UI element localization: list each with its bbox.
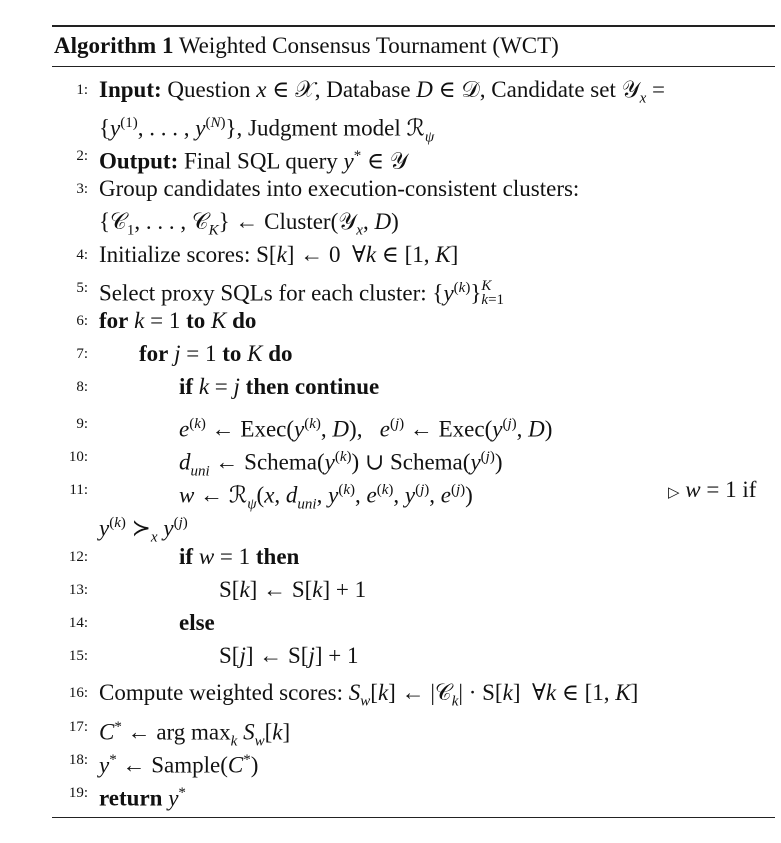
algo-line-3-cont: [0, 206, 781, 238]
algo-line-10: [0, 441, 781, 480]
line-text: $e^{(k)}$ ← $Exec(y^{(k)}$, D), $e^{(j)}$ ← $Exec(y^{(j)}$, D): [179, 416, 553, 442]
line-text: if w = 1 then: [179, 544, 300, 569]
algo-line-8: [0, 371, 781, 403]
algo-line-6: [0, 305, 781, 337]
line-number: 11:: [69, 482, 88, 498]
line-number: 7:: [76, 346, 88, 362]
line-text: Input: Question x ∈ 𝒳, Database D ∈ 𝒟, Candidate set 𝒴$_x$ =: [99, 77, 666, 107]
line-text: for j = 1 to K do: [139, 341, 293, 366]
algo-line-19: [0, 777, 781, 809]
line-text: $d_{uni}$ ← $Schema(y^{(k)})$ ∪ $Schema(y^{(j)})$: [179, 449, 503, 480]
line-text: {$y^{(1)}$, . . . , $y^{(N)}$}, Judgment model ℛ$_\psi$: [99, 115, 435, 146]
line-number: 15:: [68, 648, 88, 664]
algo-line-11-cont: [0, 507, 781, 546]
algorithm-name: Weighted Consensus Tournament (WCT): [178, 33, 559, 58]
line-number: 5:: [76, 280, 88, 296]
line-number: 6:: [76, 313, 88, 329]
line-number: 16:: [68, 685, 88, 701]
line-number: 14:: [68, 615, 88, 631]
algo-line-9: [0, 408, 781, 440]
line-text: return y*: [99, 785, 186, 811]
line-text: C* ← arg $\max_k S_w[k]$: [99, 719, 291, 750]
line-text: Select proxy SQLs for each cluster: $\{y^{(k)}\}K$ k=1: [99, 278, 505, 309]
line-number: 2:: [76, 148, 88, 164]
algo-line-18: [0, 744, 781, 776]
line-number: 8:: [76, 379, 88, 395]
line-text: w ← ℛ$_\psi$(x, $d_{uni}$, $y^{(k)}$, $e^{(k)}$, $y^{(j)}$, $e^{(j)}$): [179, 482, 473, 513]
algo-line-14: [0, 607, 781, 639]
line-number: 1:: [76, 82, 88, 98]
line-text: $y^{(k)}$ $≻_x$ $y^{(j)}$: [99, 515, 188, 546]
line-number: 17:: [68, 719, 88, 735]
algo-line-3: [0, 173, 781, 205]
line-text: S[j] ← S[j] + 1: [219, 643, 359, 668]
bottom-rule: [52, 817, 775, 818]
algo-line-12: [0, 541, 781, 573]
algo-line-2: [0, 140, 781, 172]
line-number: 3:: [76, 181, 88, 197]
line-text: for k = 1 to K do: [99, 308, 257, 333]
line-number: 9:: [76, 416, 88, 432]
line-text: {𝒞$_1$, . . . , 𝒞$_K$} ← Cluster(𝒴$_x$, D): [99, 209, 399, 239]
algo-line-11: [0, 474, 781, 513]
algo-line-7: [0, 338, 781, 370]
line-text: Group candidates into execution-consistent clusters:: [99, 176, 580, 201]
line-number: 13:: [68, 582, 88, 598]
line-number: 4:: [76, 247, 88, 263]
algo-line-16: [0, 677, 781, 709]
line-number: 10:: [68, 449, 88, 465]
algo-line-5: [0, 272, 781, 309]
line-text: S[k] ← S[k] + 1: [219, 577, 367, 602]
line-number: 18:: [68, 752, 88, 768]
algo-line-1-cont: [0, 107, 781, 146]
line-text: Compute weighted scores: $S_w[k]$ ← |𝒞$_k$| · S[k] ∀k ∈ [1, K]: [99, 680, 639, 710]
algorithm-label: Algorithm 1: [54, 33, 174, 58]
algo-line-15: [0, 640, 781, 672]
line-text: y* ← Sample(C*): [99, 752, 259, 778]
line-text: Output: Final SQL query y* ∈ 𝒴: [99, 148, 408, 174]
line-text: Initialize scores: S[k] ← 0 ∀k ∈ [1, K]: [99, 242, 459, 267]
algo-line-17: [0, 711, 781, 750]
algo-line-4: [0, 239, 781, 271]
algo-line-13: [0, 574, 781, 606]
line-number: 12:: [68, 549, 88, 565]
line-comment: ▷ w = 1 if: [668, 477, 757, 502]
line-text: else: [179, 610, 215, 635]
algo-line-1: [0, 74, 781, 106]
line-number: 19:: [68, 785, 88, 801]
line-text: if k = j then continue: [179, 374, 380, 399]
